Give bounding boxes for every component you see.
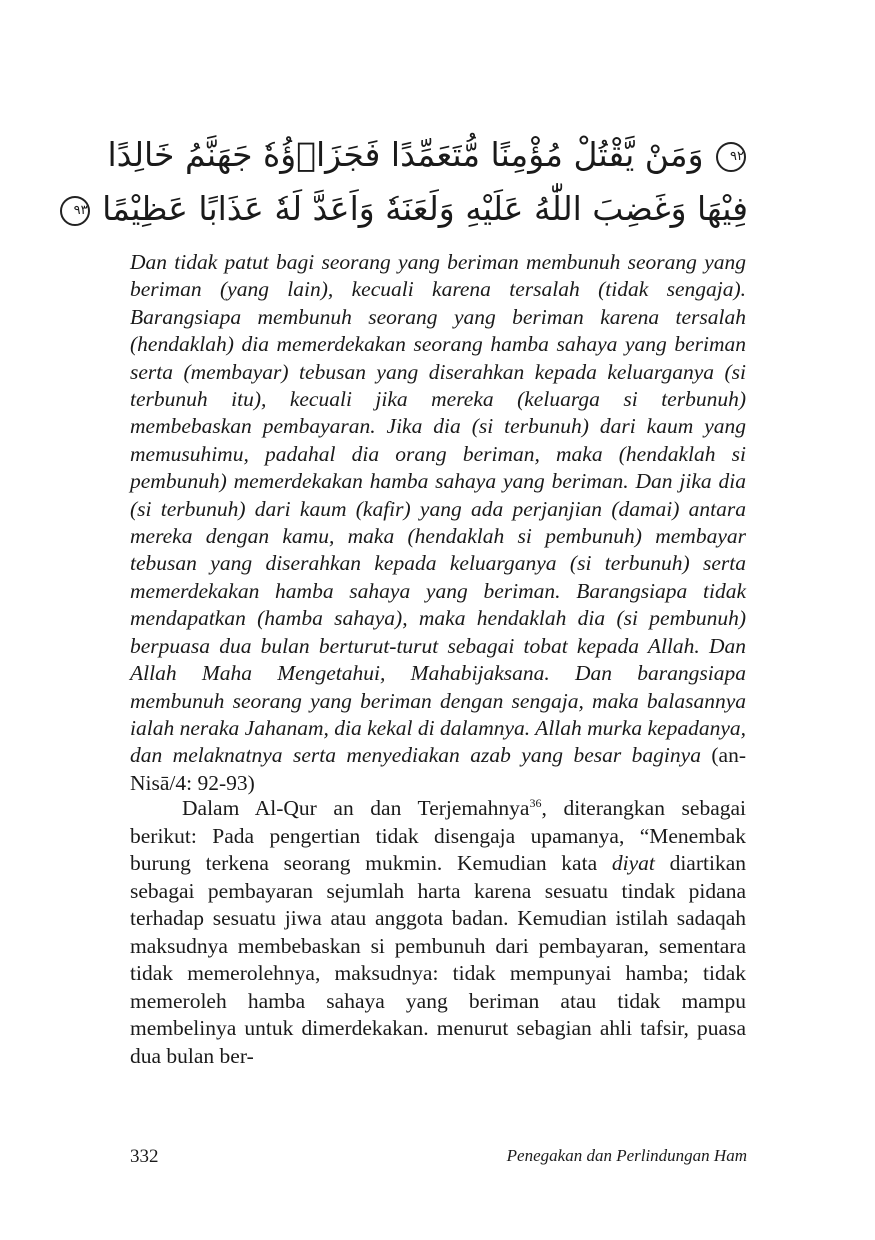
ayah-number-marker: ٩٢ [716, 142, 746, 172]
footnote-marker[interactable]: 36 [529, 795, 542, 810]
body-text-part-3: diartikan sebagai pembayaran sejumlah harta karena sesuatu tindak pidana terhadap sesuatu jiwa atau anggota badan. Kemudian istilah sadaqah maksudnya membebaskan si pembunuh dari pembayaran, sementara tidak memerolehnya, maksudnya: tidak mempunyai hamba; tidak memeroleh hamba sahaya yang beriman atau tidak mampu membelinya untuk dimerdekakan. menurut sebagian ahli tafsir, puasa dua bulan ber- [130, 851, 746, 1068]
quran-verse-block [73, 128, 748, 236]
translation-text: Dan tidak patut bagi seorang yang beriman membunuh seorang yang beriman (yang lain), kecuali karena tersalah (tidak sengaja). Barangsiapa membunuh seorang yang beriman karena tersalah (hendaklah) dia memerdekakan seorang hamba sahaya yang beriman serta (membayar) tebusan yang diserahkan kepada keluarganya (si terbunuh itu), kecuali jika mereka (keluarga si terbunuh) membebaskan pembayaran. Jika dia (si terbunuh) dari kaum yang memusuhimu, padahal dia orang beriman, maka (hendaklah si pembunuh) memerdekakan hamba sahaya yang beriman. Dan jika dia (si terbunuh) dari kaum (kafir) yang ada perjanjian (damai) antara mereka dengan kamu, maka (hendaklah si pembunuh) membayar tebusan yang diserahkan kepada keluarganya (si terbunuh) serta memerdekakan hamba sahaya yang beriman. Barangsiapa tidak mendapatkan (hamba sahaya), maka hendaklah dia (si pembunuh) berpuasa dua bulan berturut-turut sebagai tobat kepada Allah. Dan Allah Maha Mengetahui, Mahabijaksana. Dan barangsiapa membunuh seorang yang beriman dengan sengaja, maka balasannya ialah neraka Jahanam, dia kekal di dalamnya. Allah murka kepadanya, dan melaknatnya serta menyediakan azab yang besar baginya [130, 250, 746, 768]
quran-verse-text-2: فِيْهَا وَغَضِبَ اللّٰهُ عَلَيْهِ وَلَعَنَهٗ وَاَعَدَّ لَهٗ عَذَابًا عَظِيْمًا [102, 189, 748, 228]
quran-verse-line-1 [107, 128, 748, 182]
italic-term: diyat [611, 851, 655, 875]
quran-verse-text-1: وَمَنْ يَّقْتُلْ مُؤْمِنًا مُّتَعَمِّدًا فَجَزَاۤؤُهٗ جَهَنَّمُ خَالِدًا [107, 135, 704, 174]
body-text-part-1: Dalam Al-Qur an dan Terjemahnya [182, 796, 530, 820]
page-number: 332 [130, 1146, 159, 1167]
body-text-part-2: , diterangkan sebagai berikut: Pada pengertian tidak disengaja upamanya, “Menembak burung terkena seorang mukmin. Kemudian kata [130, 796, 747, 875]
ayah-number-marker: ٩٣ [60, 196, 90, 226]
body-paragraph [130, 795, 746, 1070]
quran-verse-line-2 [73, 182, 748, 236]
verse-translation [130, 249, 746, 797]
running-footer-title: Penegakan dan Perlindungan Ham [506, 1146, 747, 1165]
verse-reference: (an-Nisā/4: 92-93) [130, 743, 747, 795]
